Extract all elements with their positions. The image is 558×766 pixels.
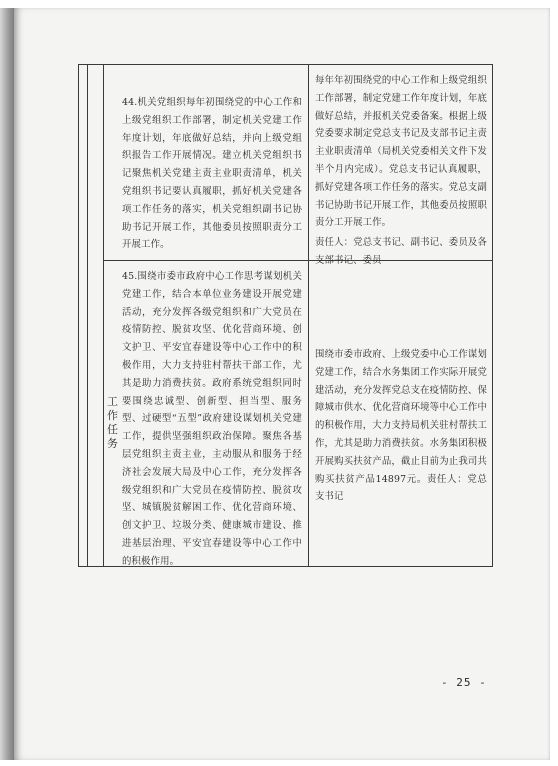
task-44-responsible: 责任人：党总支书记、副书记、委员及各支部书记、委员 <box>315 237 487 266</box>
binding-spine <box>0 8 14 760</box>
task-table <box>78 64 493 567</box>
page-number: - 25 - <box>441 676 487 689</box>
task-44-implementation: 每年年初围绕党的中心工作和上级党组织工作部署，制定党建工作年度计划，年底做好总结，并报机关党委备案。根据上级党委要求制定党总支书记及支部书记主责主业职责清单（局机关党委相关文件下发半个月内完成）。党总支书记认真履职，抓好党建各项工作任务的落实。党总支副书记协助书记开展工作，其他委员按照职责分工开展工作。 <box>315 75 487 229</box>
task-44-text: 44.机关党组织每年初围绕党的中心工作和上级党组织工作部署，制定机关党建工作年度计划，年底做好总结，并向上级党组织报告工作开展情况。建立机关党组织书记聚焦机关党建主责主业职责清单，机关党组织书记要认真履职，抓好机关党建各项工作任务的落实，机关党组织副书记协助书记开展工作，其他委员按照职责分工开展工作。 <box>122 97 302 251</box>
column-divider <box>308 65 309 566</box>
category-label: 工作任务 <box>107 395 118 450</box>
column-divider <box>103 65 104 566</box>
task-45-implementation: 围绕市委市政府、上级党委中心工作谋划党建工作，结合水务集团工作实际开展党建活动，充分发挥党总支在疫情防控、保障城市供水、优化营商环境等中心工作中的积极作用，大力支持局机关驻村帮扶工作，尤其是助力消费扶贫。水务集团积极开展购买扶贫产品，截止目前为止我司共购买扶贫产品14897元。责任人：党总支书记 <box>315 349 487 503</box>
column-divider <box>87 65 88 566</box>
task-45-text: 45.围绕市委市政府中心工作思考谋划机关党建工作，结合本单位业务建设开展党建活动，充分发挥各级党组织和广大党员在疫情防控、脱贫攻坚、优化营商环境、创文护卫、平安宜春建设等中心工作中的积极作用，大力支持驻村帮扶干部工作，尤其是助力消费扶贫。政府系统党组织同时要围绕忠诚型、创新型、担当型、服务型、过硬型“五型”政府建设谋划机关党建工作，提供坚强组织政治保障。聚焦各基层党组织主责主业，主动服从和服务于经济社会发展大局及中心工作，充分发挥各级党组织和广大党员在疫情防控、脱贫攻坚、城镇脱贫解困工作、优化营商环境、创文护卫、垃圾分类、健康城市建设、推进基层治理、平安宜春建设等中心工作中的积极作用。 <box>122 271 302 567</box>
